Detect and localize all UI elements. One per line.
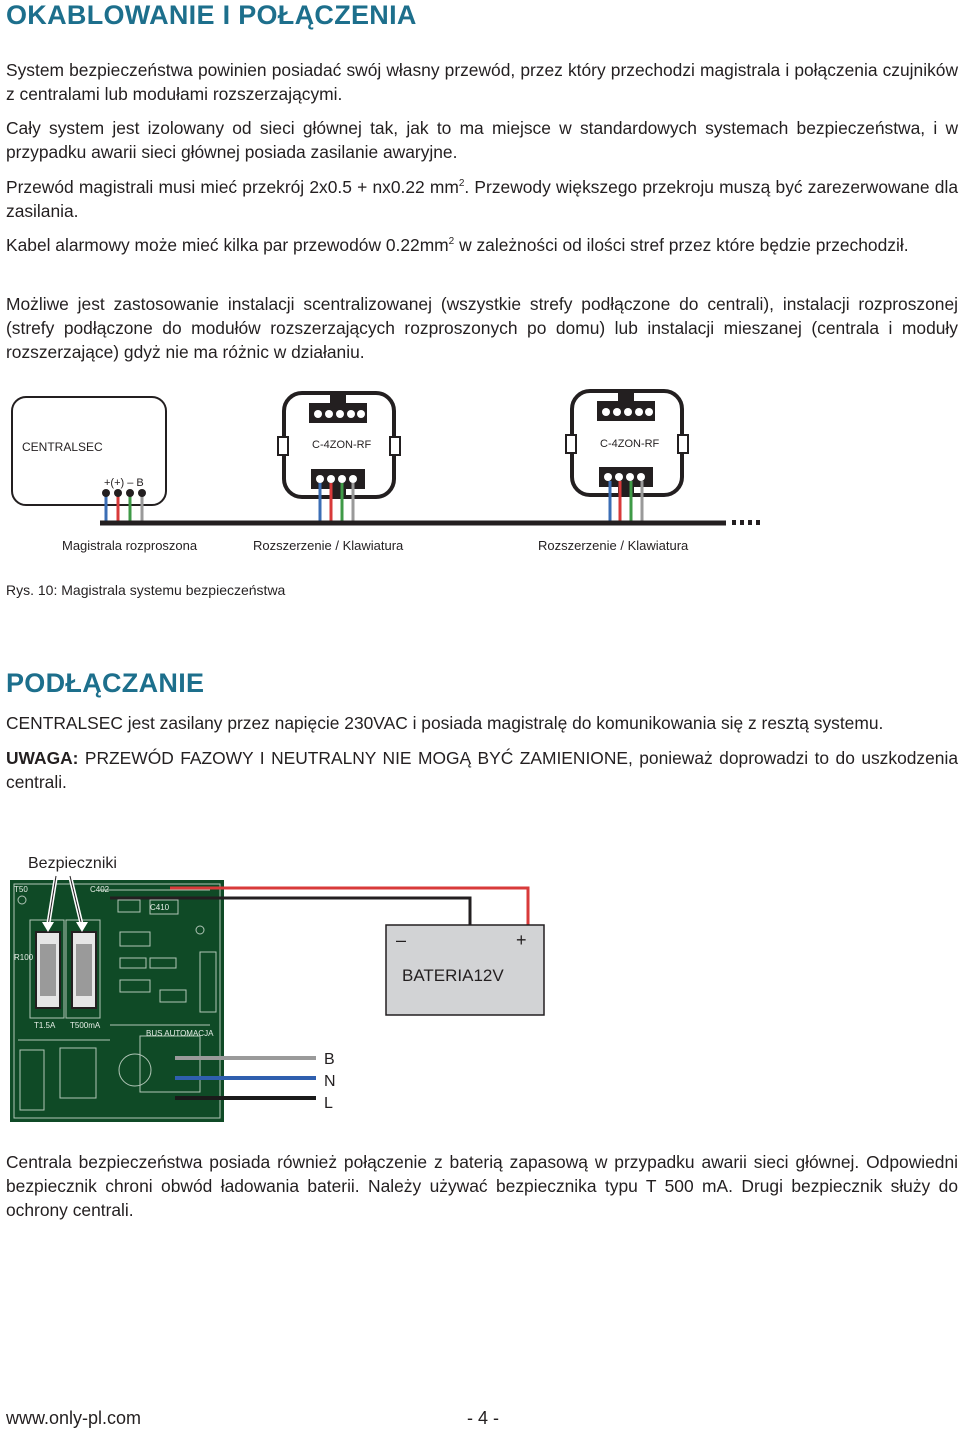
pcb-board <box>10 880 224 1122</box>
figure-caption: Rys. 10: Magistrala systemu bezpieczeństwa <box>6 582 286 598</box>
battery <box>386 925 544 1015</box>
wire-l-label: L <box>324 1095 333 1112</box>
wire-b-label: B <box>324 1051 335 1068</box>
paragraph-power: CENTRALSEC jest zasilany przez napięcie 230VAC i posiada magistralę do komunikowania się z resztą systemu. <box>6 713 884 733</box>
connection-diagram <box>0 840 960 1130</box>
superscript: 2 <box>458 178 465 190</box>
bus-label: Magistrala rozproszona <box>62 538 198 553</box>
warning-text: PRZEWÓD FAZOWY I NEUTRALNY NIE MOGĄ BYĆ ZAMIENIONE, ponieważ doprowadzi to do uszkodzenia centrali. <box>6 748 958 792</box>
paragraph-isolation: Cały system jest izolowany od sieci głównej tak, jak to ma miejsce w standardowych systemach bezpieczeństwa, i w przypadku awarii sieci głównej posiada zasilanie awaryjne. <box>6 118 958 162</box>
svg-text:C-4ZON-RF: C-4ZON-RF <box>600 438 660 450</box>
paragraph-battery: Centrala bezpieczeństwa posiada również połączenie z baterią zapasową w przypadku awarii sieci głównej. Odpowiedni bezpiecznik chroni obwód ładowania baterii. Należy używać bezpiecznika typu T 500 mA. Drugi bezpiecznik służy do ochrony centrali. <box>6 1152 958 1220</box>
paragraph-installation-types: Możliwe jest zastosowanie instalacji scentralizowanej (wszystkie strefy podłączone do centrali), instalacji rozproszonej (strefy podłączone do modułów rozszerzających rozproszonych po domu) lub instalacji mieszanej (centrala i moduły rozszerzające) gdyż nie ma różnic w działaniu. <box>6 294 958 362</box>
svg-text:+: + <box>516 930 527 950</box>
battery-label: BATERIA12V <box>402 966 504 985</box>
footer-url[interactable]: www.only-pl.com <box>6 1408 142 1428</box>
cross-section-text-end: . Przewody większego przekroju muszą być zarezerwowane dla zasilania. <box>6 177 958 221</box>
wire-n-label: N <box>324 1073 336 1090</box>
extension-label-2: Rozszerzenie / Klawiatura <box>538 538 689 553</box>
module-2 <box>566 391 688 495</box>
cable-pairs-text: Kabel alarmowy może mieć kilka par przewodów 0.22mm <box>6 235 449 255</box>
central-label: CENTRALSEC <box>22 440 103 454</box>
superscript: 2 <box>448 236 455 248</box>
section-title-wiring: OKABLOWANIE I POŁĄCZENIA <box>6 0 417 30</box>
svg-text:C-4ZON-RF: C-4ZON-RF <box>312 439 372 451</box>
paragraph-cable-pairs <box>6 233 958 257</box>
module-1 <box>278 393 400 497</box>
svg-text:C402: C402 <box>90 885 110 894</box>
bus-diagram <box>0 385 960 560</box>
paragraph-warning <box>6 746 958 794</box>
page-number: - 4 - <box>467 1408 500 1428</box>
svg-text:R100: R100 <box>14 953 34 962</box>
cable-pairs-text-end: w zależności od ilości stref przez które będzie przechodził. <box>454 235 909 255</box>
svg-text:–: – <box>396 930 407 950</box>
paragraph-cross-section <box>6 175 958 223</box>
svg-text:T500mA: T500mA <box>70 1021 101 1030</box>
central-terminal-label: +(+) – B <box>104 477 144 489</box>
cross-section-text: Przewód magistrali musi mieć przekrój 2x0.5 + nx0.22 mm <box>6 177 459 197</box>
svg-text:T50: T50 <box>14 885 28 894</box>
svg-text:BUS AUTOMACJA: BUS AUTOMACJA <box>146 1029 214 1038</box>
svg-text:C410: C410 <box>150 903 170 912</box>
section-title-connecting: PODŁĄCZANIE <box>6 668 205 698</box>
extension-label-1: Rozszerzenie / Klawiatura <box>253 538 404 553</box>
paragraph-bus-wire: System bezpieczeństwa powinien posiadać swój własny przewód, przez który przechodzi magistrala i połączenia czujników z centralami lub modułami rozszerzającymi. <box>6 60 958 104</box>
warning-label: UWAGA: <box>6 748 79 768</box>
svg-text:T1.5A: T1.5A <box>34 1021 56 1030</box>
fuses-label: Bezpieczniki <box>28 855 117 872</box>
